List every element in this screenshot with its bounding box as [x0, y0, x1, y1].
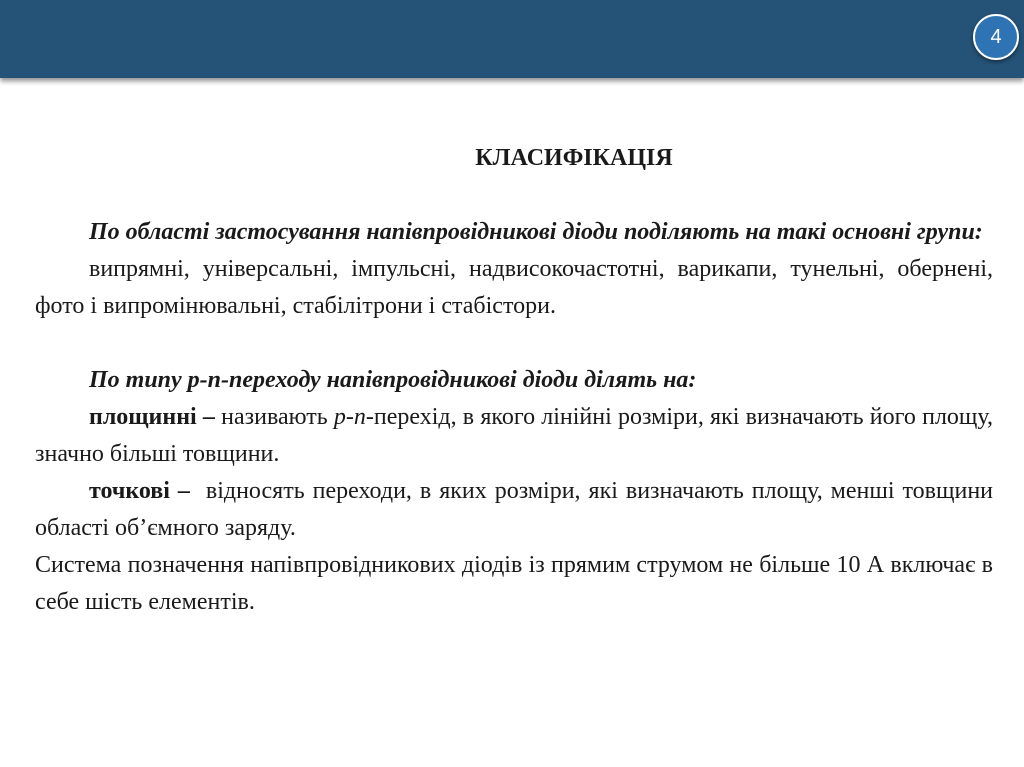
planar-diode-definition — [35, 399, 993, 473]
point-term: точкові — [89, 478, 170, 504]
point-diode-definition — [35, 473, 993, 547]
point-text: відносять переходи, в яких розміри, які визначають площу, менші товщини області об’ємного заряду. — [35, 478, 993, 541]
spacer — [35, 325, 993, 362]
designation-system-text: Система позначення напівпровідникових діодів із прямим струмом не більше 10 А включає в себе шість елементів. — [35, 552, 993, 615]
slide-number-badge: 4 — [973, 14, 1019, 60]
slide-title: КЛАСИФІКАЦІЯ — [475, 145, 673, 171]
header-bar — [0, 0, 1024, 78]
planar-text-after: перехід, в якого лінійні розміри, які визначають його площу, значно більші товщини. — [35, 404, 993, 467]
point-dash: – — [169, 478, 206, 504]
planar-term: площинні — [89, 404, 197, 430]
section-application-list: випрямні, універсальні, імпульсні, надвисокочастотні, варикапи, тунельні, обернені, фото і випромінювальні, стабілітрони і стабістори. — [35, 256, 993, 319]
planar-dash: – — [196, 404, 222, 430]
planar-text-before: називають — [221, 404, 334, 430]
section-application-heading: По області застосування напівпровідникові діоди поділяють на такі основні групи: — [89, 219, 983, 245]
planar-italic-term: p-n- — [333, 404, 374, 430]
section-junction-heading: По типу p-n-переходу напівпровідникові діоди ділять на: — [89, 367, 697, 393]
slide-content — [35, 140, 993, 621]
